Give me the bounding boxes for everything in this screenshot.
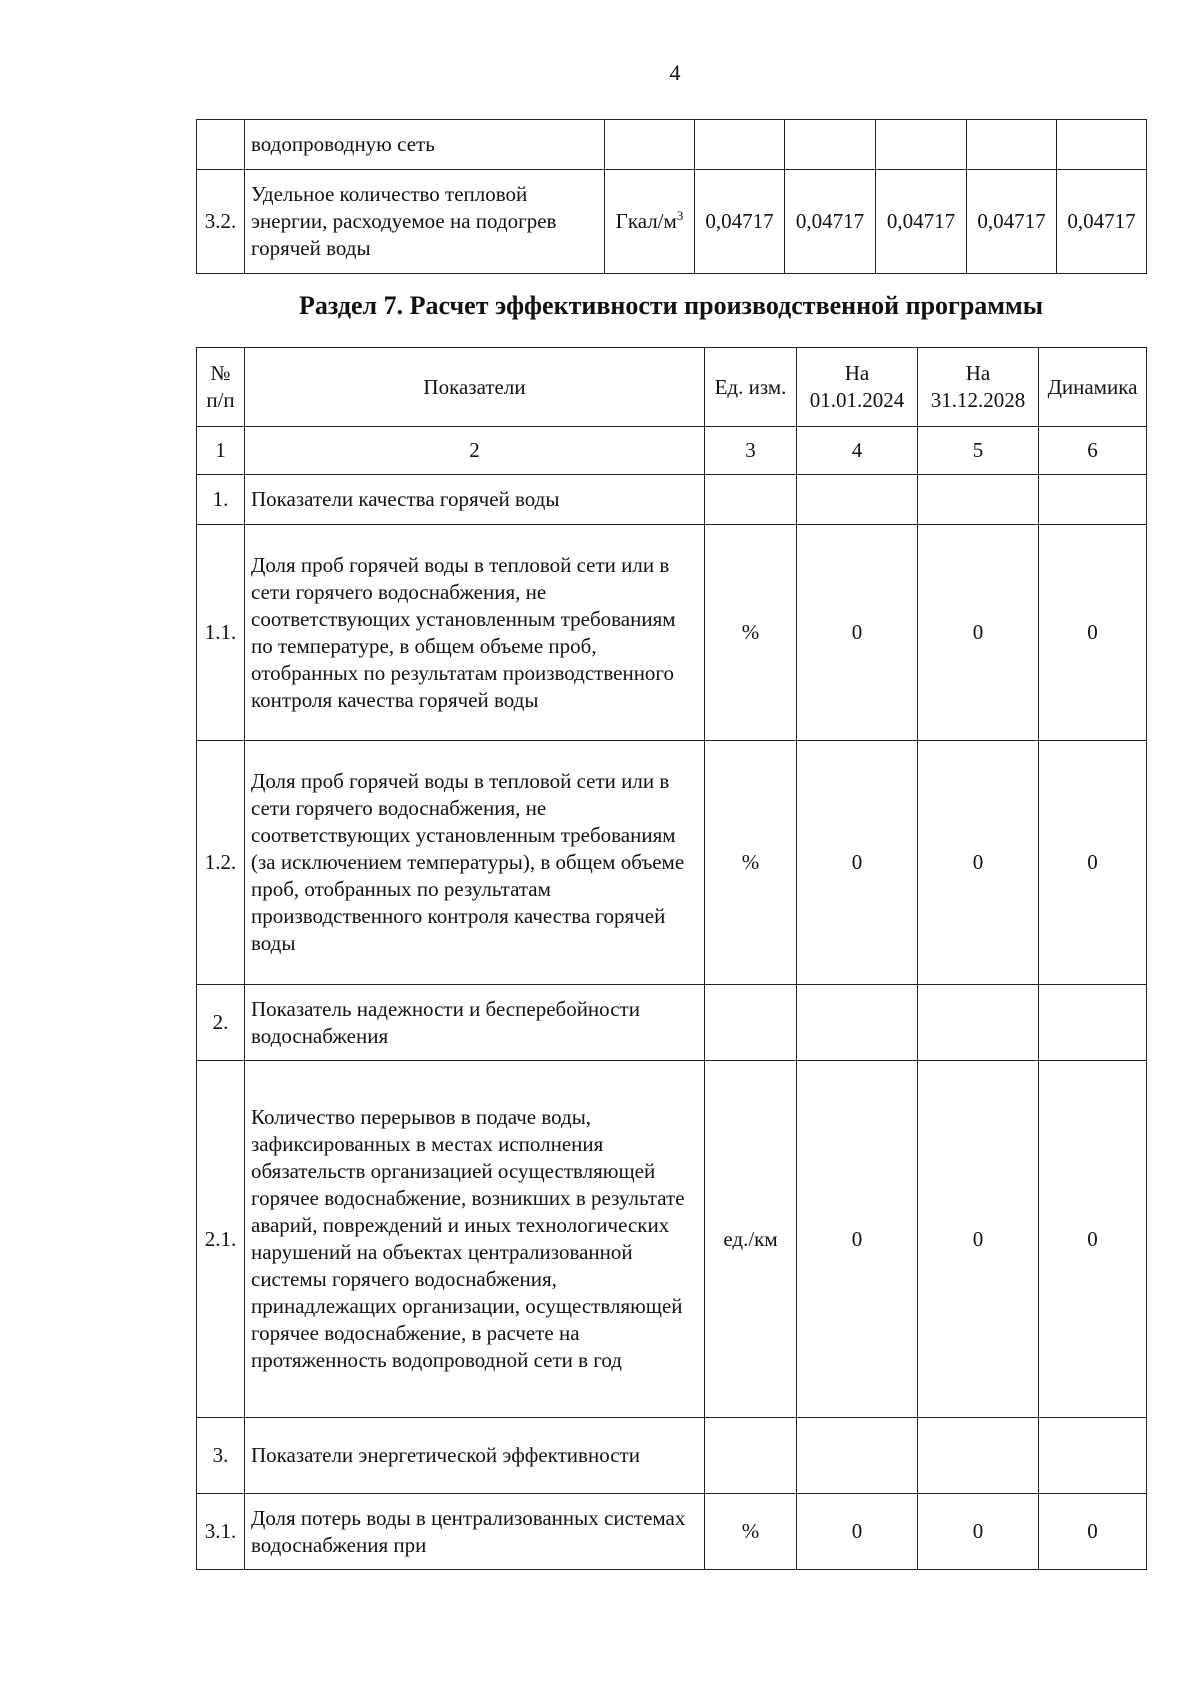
- table-row: [197, 120, 1147, 170]
- indicator-name: Количество перерывов в подаче воды, зафиксированных в местах исполнения обязательств организацией осуществляющей горячее водоснабжение, возникших в результате аварий, повреждений и иных технологических нарушений на объектах централизованной системы горячего водоснабжения, принадлежащих организации, осуществляющей горячее водоснабжение, в расчете на протяженность водопроводной сети в год: [245, 1061, 705, 1418]
- indicator-name: Доля проб горячей воды в тепловой сети или в сети горячего водоснабжения, не соответствующих установленным требованиям по температуре, в общем объеме проб, отобранных по результатам производственного контроля качества горячей воды: [245, 525, 705, 741]
- table-row: [197, 475, 1147, 525]
- row-number: 3.2.: [197, 170, 245, 274]
- row-number: 3.1.: [197, 1494, 245, 1570]
- end-value: 0: [918, 1494, 1039, 1570]
- table-row: [197, 985, 1147, 1061]
- unit-superscript: 3: [676, 208, 684, 223]
- end-value: [918, 985, 1039, 1061]
- table-row: [197, 525, 1147, 741]
- unit-cell: ед./км: [705, 1061, 797, 1418]
- unit-cell: %: [705, 741, 797, 985]
- column-numbers-row: [197, 427, 1147, 475]
- start-value: 0: [797, 1494, 918, 1570]
- indicator-name: Показатели энергетической эффективности: [245, 1418, 705, 1494]
- indicator-name: Доля потерь воды в централизованных системах водоснабжения при: [245, 1494, 705, 1570]
- end-value: 0: [918, 525, 1039, 741]
- section-title: Раздел 7. Расчет эффективности производственной программы: [298, 291, 1044, 320]
- indicator-name: Удельное количество тепловой энергии, расходуемое на подогрев горячей воды: [245, 170, 605, 274]
- value-cell: [695, 120, 785, 170]
- end-value: [918, 1418, 1039, 1494]
- header-end-date: На 31.12.2028: [918, 348, 1039, 427]
- row-number: 1.1.: [197, 525, 245, 741]
- table-row: [197, 1494, 1147, 1570]
- end-value: 0: [918, 741, 1039, 985]
- value-cell: 0,04717: [876, 170, 967, 274]
- dynamics-value: [1039, 475, 1147, 525]
- end-value: [918, 475, 1039, 525]
- unit-cell: %: [705, 1494, 797, 1570]
- dynamics-value: [1039, 985, 1147, 1061]
- header-num: № п/п: [197, 348, 245, 427]
- row-number: 2.1.: [197, 1061, 245, 1418]
- column-number: 6: [1039, 427, 1147, 475]
- unit-cell: [705, 1418, 797, 1494]
- unit-cell: %: [705, 525, 797, 741]
- indicator-name: Доля проб горячей воды в тепловой сети или в сети горячего водоснабжения, не соответствующих установленным требованиям (за исключением температуры), в общем объеме проб, отобранных по результатам производственного контроля качества горячей воды: [245, 741, 705, 985]
- value-cell: 0,04717: [1057, 170, 1147, 274]
- unit-cell: [705, 475, 797, 525]
- indicator-name: водопроводную сеть: [245, 120, 605, 170]
- header-row: [197, 348, 1147, 427]
- header-indicator: Показатели: [245, 348, 705, 427]
- dynamics-value: [1039, 1418, 1147, 1494]
- unit-cell: [605, 120, 695, 170]
- start-value: [797, 1418, 918, 1494]
- header-start-date: На 01.01.2024: [797, 348, 918, 427]
- start-value: 0: [797, 525, 918, 741]
- column-number: 3: [705, 427, 797, 475]
- dynamics-value: 0: [1039, 525, 1147, 741]
- dynamics-value: 0: [1039, 1494, 1147, 1570]
- column-number: 5: [918, 427, 1039, 475]
- row-number: [197, 120, 245, 170]
- unit-cell: [605, 170, 695, 274]
- start-value: 0: [797, 741, 918, 985]
- table-row: [197, 1061, 1147, 1418]
- indicator-name: Показатели качества горячей воды: [245, 475, 705, 525]
- value-cell: 0,04717: [967, 170, 1057, 274]
- table-row: [197, 1418, 1147, 1494]
- page-number: 4: [669, 60, 681, 85]
- indicator-name: Показатель надежности и бесперебойности водоснабжения: [245, 985, 705, 1061]
- row-number: 3.: [197, 1418, 245, 1494]
- unit-cell: [705, 985, 797, 1061]
- value-cell: [967, 120, 1057, 170]
- column-number: 1: [197, 427, 245, 475]
- column-number: 4: [797, 427, 918, 475]
- row-number: 1.: [197, 475, 245, 525]
- start-value: [797, 475, 918, 525]
- value-cell: 0,04717: [695, 170, 785, 274]
- header-dynamics: Динамика: [1039, 348, 1147, 427]
- value-cell: [876, 120, 967, 170]
- dynamics-value: 0: [1039, 1061, 1147, 1418]
- continued-table: [196, 119, 1147, 274]
- efficiency-table: [196, 347, 1147, 1570]
- value-cell: 0,04717: [785, 170, 876, 274]
- column-number: 2: [245, 427, 705, 475]
- dynamics-value: 0: [1039, 741, 1147, 985]
- end-value: 0: [918, 1061, 1039, 1418]
- value-cell: [785, 120, 876, 170]
- value-cell: [1057, 120, 1147, 170]
- start-value: 0: [797, 1061, 918, 1418]
- row-number: 1.2.: [197, 741, 245, 985]
- header-unit: Ед. изм.: [705, 348, 797, 427]
- table-row: [197, 170, 1147, 274]
- unit-text: Гкал/м: [615, 209, 677, 233]
- start-value: [797, 985, 918, 1061]
- row-number: 2.: [197, 985, 245, 1061]
- table-row: [197, 741, 1147, 985]
